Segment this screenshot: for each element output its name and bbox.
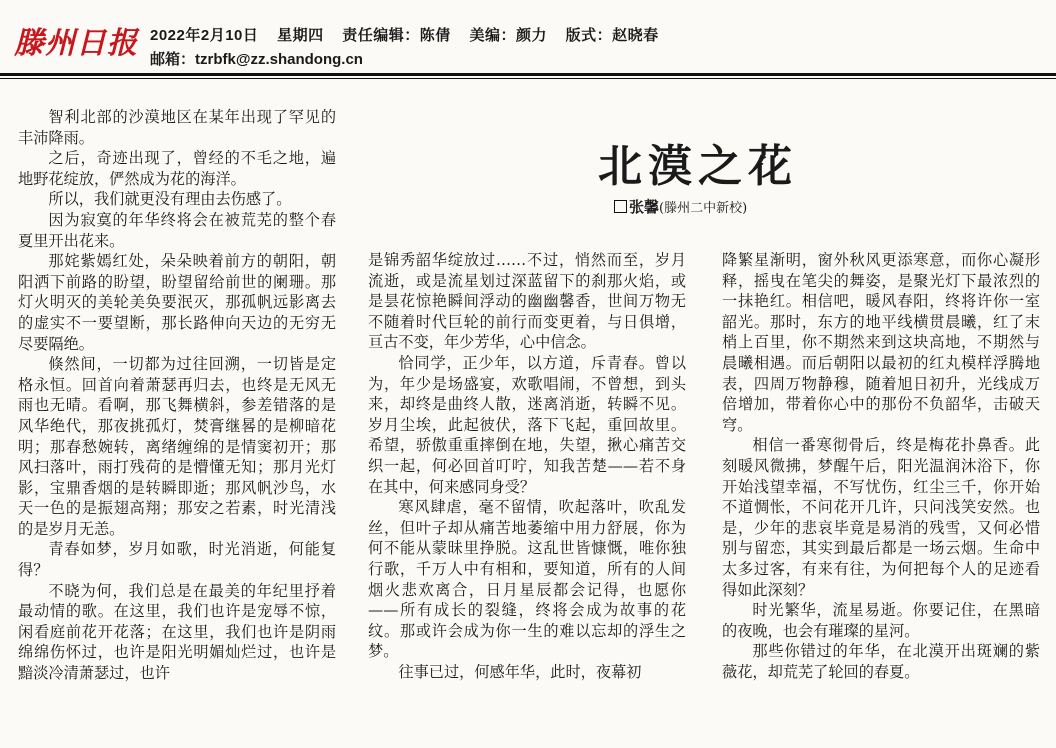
article-byline xyxy=(614,196,747,217)
art-editor: 美编：颜力 xyxy=(469,27,547,44)
article-column-1 xyxy=(18,107,336,684)
article-column-3 xyxy=(722,250,1040,682)
header-rule-thin xyxy=(0,78,1056,79)
paragraph: 不晓为何，我们总是在最美的年纪里抒着最动情的歌。在这里，我们也许是宠辱不惊，闲看庭前花开花落；在这里，我们也许是阴雨绵绵伤怀过，也许是阳光明媚灿烂过，也许是黯淡冷清萧瑟过，也许 xyxy=(18,581,336,683)
newspaper-logo: 滕州日报 xyxy=(14,26,138,61)
paragraph: 恰同学，正少年，以方道，斥青春。曾以为，年少是场盛宴，欢歌唱闹，不曾想，到头来，却终是曲终人散，迷离消逝，转瞬不见。岁月尘埃，此起彼伏，落下飞起，重回故里。希望，骄傲重重摔倒在地，失望，揪心痛苦交织一起，何必回首叮咛，知我苦楚——若不身在其中，何来感同身受？ xyxy=(368,353,686,496)
paragraph: 是锦秀韶华绽放过……不过，悄然而至，岁月流逝，或是流星划过深蓝留下的刹那火焰，或是昙花惊艳瞬间浮动的幽幽馨香，世间万物无不随着时代巨轮的前行而变更着，与日俱增，亘古不变，年少芳华，心中信念。 xyxy=(368,251,686,352)
paragraph: 倏然间，一切都为过往回溯，一切皆是定格永恒。回首向着萧瑟再归去，也终是无风无雨也无晴。看啊，那飞舞横斜，参差错落的是风华绝代，那夜挑孤灯，焚膏继晷的是柳暗花明；那春愁婉转，离绪缠绵的是情窦初开；那风扫落叶，雨打残荷的是懵懂无知；那月光灯影，宝鼎香烟的是转瞬即逝；那风帆沙鸟，水天一色的是振翅高翔；那安之若素，时光清浅的是岁月无恙。 xyxy=(18,355,336,538)
paragraph: 降繁星渐明，窗外秋风更添寒意，而你心凝形释，摇曳在笔尖的舞姿，是聚光灯下最浓烈的一抹艳红。相信吧，暖风春阳，终将许你一室韶光。那时，东方的地平线横贯晨曦，红了末梢上百里，你不期然来到这块高地，不期然与晨曦相遇。而后朝阳以最初的红丸模样浮腾地表，四周万物静穆，随着旭日初升，光线成万倍增加，带着你心中的那份不负韶华，击破天穹。 xyxy=(722,251,1040,434)
issue-date: 2022年2月10日 xyxy=(150,27,259,44)
paragraph: 之后，奇迹出现了，曾经的不毛之地，遍地野花绽放，俨然成为花的海洋。 xyxy=(18,149,336,188)
paragraph: 因为寂寞的年华终将会在被荒芜的整个春夏里开出花来。 xyxy=(18,210,336,250)
contact-email: 邮箱：tzrbfk@zz.shandong.cn xyxy=(150,51,363,68)
header-rule-thick xyxy=(0,73,1056,76)
paragraph: 智利北部的沙漠地区在某年出现了罕见的丰沛降雨。 xyxy=(18,108,336,147)
responsible-editor: 责任编辑：陈倩 xyxy=(342,27,451,44)
author-name: 张馨 xyxy=(629,198,660,216)
issue-info xyxy=(150,24,673,45)
page-header xyxy=(0,0,1056,76)
paragraph: 时光繁华，流星易逝。你要记住，在黑暗的夜晚，也会有璀璨的星河。 xyxy=(722,601,1040,640)
paragraph: 相信一番寒彻骨后，终是梅花扑鼻香。此刻暖风微拂，梦醒午后，阳光温润沐浴下，你开始浅望幸福，不写忧伤，红尘三千，你开始不道惆怅，不问花开几许，只问浅笑安然。也是，少年的悲哀毕竟是易消的残雪，又何必惜别与留恋，其实到最后都是一场云烟。生命中太多过客，有来有往，为何把每个人的足迹看得如此深刻？ xyxy=(722,436,1040,599)
paragraph: 寒风肆虐，毫不留情，吹起落叶，吹乱发丝，但叶子却从痛苦地萎缩中用力舒展，你为何不能从蒙昧里挣脱。这乱世皆慷慨，唯你独行歌，千万人中有相和，要知道，所有的人间烟火悲欢离合，日月星辰都会记得，也愿你——所有成长的裂缝，终将会成为故事的花纹。那或许会成为你一生的难以忘却的浮生之梦。 xyxy=(368,498,686,661)
author-school: (滕州二中新校) xyxy=(659,201,748,216)
paragraph: 所以，我们就更没有理由去伤感了。 xyxy=(48,190,292,209)
paragraph: 往事已过，何感年华，此时，夜幕初 xyxy=(398,662,642,681)
paragraph: 青春如梦，岁月如歌，时光消逝，何能复得？ xyxy=(18,540,336,580)
article-title: 北漠之花 xyxy=(598,141,798,192)
article-column-2 xyxy=(368,250,686,682)
issue-weekday: 星期四 xyxy=(277,27,324,44)
article-heading xyxy=(368,130,1040,230)
byline-box-icon xyxy=(614,200,627,213)
layout-editor: 版式：赵晓春 xyxy=(565,27,659,44)
paragraph: 那些你错过的年华，在北漠开出斑斓的紫薇花，却荒芜了轮回的春夏。 xyxy=(722,642,1040,681)
paragraph: 那姹紫嫣红处，朵朵映着前方的朝阳，朝阳洒下前路的盼望，盼望留给前世的阑珊。那灯火明灭的美轮美奂要泯灭，那孤帆远影离去的虚实不一要望断，那长路伸向天边的无穷无尽要隔绝。 xyxy=(18,252,336,353)
